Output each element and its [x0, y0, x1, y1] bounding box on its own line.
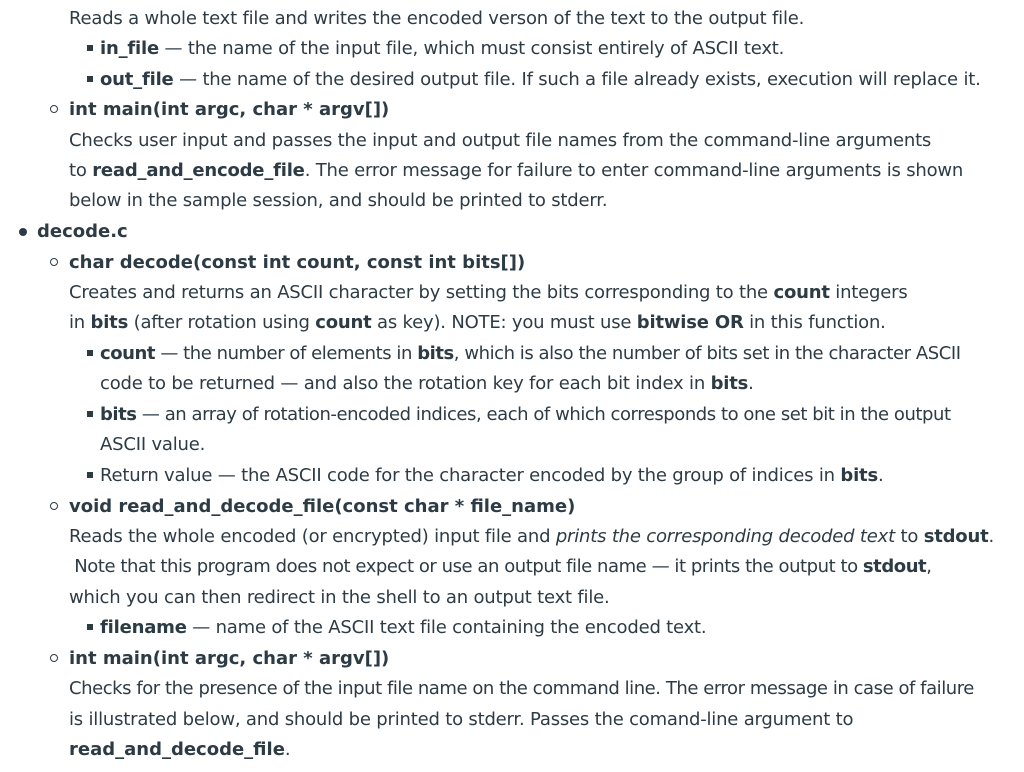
circle-bullet-icon — [50, 654, 58, 662]
disc-bullet-icon — [19, 228, 27, 236]
square-bullet-icon — [87, 472, 93, 478]
square-bullet-icon — [87, 45, 93, 51]
return-value: Return value — the ASCII code for the character encoded by the group of indices in bits. — [100, 465, 884, 486]
circle-bullet-icon — [50, 502, 58, 510]
param-name: in_file — [100, 38, 159, 59]
square-bullet-icon — [87, 411, 93, 417]
decode-desc-line: in bits (after rotation using count as key). NOTE: you must use bitwise OR in this function. — [69, 312, 886, 333]
param-bits: bits — an array of rotation-encoded indices, each of which corresponds to one set bit in the output — [100, 404, 951, 425]
decode-main-desc-line: Checks for the presence of the input file name on the command line. The error message in case of failure — [69, 678, 974, 699]
function-signature: char decode(const int count, const int bits[]) — [69, 252, 526, 273]
encode-main-desc-line: to read_and_encode_file. The error message for failure to enter command-line arguments is shown — [69, 160, 964, 181]
param-count-cont: code to be returned — and also the rotation key for each bit index in bits. — [100, 373, 754, 394]
read-decode-desc-line: which you can then redirect in the shell to an output text file. — [69, 587, 610, 608]
file-heading-decode: decode.c — [37, 221, 128, 242]
read-decode-desc-line: Reads the whole encoded (or encrypted) input file and prints the corresponding decoded text to stdout. — [69, 526, 995, 547]
param-name: out_file — [100, 69, 174, 90]
read-decode-desc-line: Note that this program does not expect or use an output file name — it prints the output to stdout, — [69, 556, 932, 577]
encode-main-desc-line: Checks user input and passes the input and output file names from the command-line arguments — [69, 130, 932, 151]
circle-bullet-icon — [50, 258, 58, 266]
function-signature: void read_and_decode_file(const char * file_name) — [69, 496, 576, 517]
square-bullet-icon — [87, 76, 93, 82]
function-signature: int main(int argc, char * argv[]) — [69, 99, 390, 120]
param-count: count — the number of elements in bits, which is also the number of bits set in the character ASCII — [100, 343, 961, 364]
param-in-file: in_file — the name of the input file, which must consist entirely of ASCII text. — [100, 38, 785, 59]
param-name: count — [100, 343, 156, 364]
param-bits-cont: ASCII value. — [100, 434, 206, 455]
param-desc: the name of the input file, which must consist entirely of ASCII text. — [187, 38, 785, 59]
param-out-file: out_file — the name of the desired output file. If such a file already exists, execution will replace it. — [100, 69, 981, 90]
circle-bullet-icon — [50, 105, 58, 113]
param-filename: filename — name of the ASCII text file containing the encoded text. — [100, 617, 707, 638]
decode-main-desc-line: read_and_decode_file. — [69, 739, 291, 760]
function-signature: int main(int argc, char * argv[]) — [69, 648, 390, 669]
square-bullet-icon — [87, 350, 93, 356]
read-encode-description: Reads a whole text file and writes the encoded verson of the text to the output file. — [69, 8, 805, 29]
encode-main-desc-line: below in the sample session, and should be printed to stderr. — [69, 190, 608, 211]
param-desc: the name of the desired output file. If such a file already exists, execution will replace it. — [202, 69, 981, 90]
decode-main-desc-line: is illustrated below, and should be printed to stderr. Passes the comand-line argument to — [69, 709, 854, 730]
decode-desc-line: Creates and returns an ASCII character by setting the bits corresponding to the count integers — [69, 282, 908, 303]
square-bullet-icon — [87, 624, 93, 630]
param-name: filename — [100, 617, 187, 638]
param-name: bits — [100, 404, 137, 425]
